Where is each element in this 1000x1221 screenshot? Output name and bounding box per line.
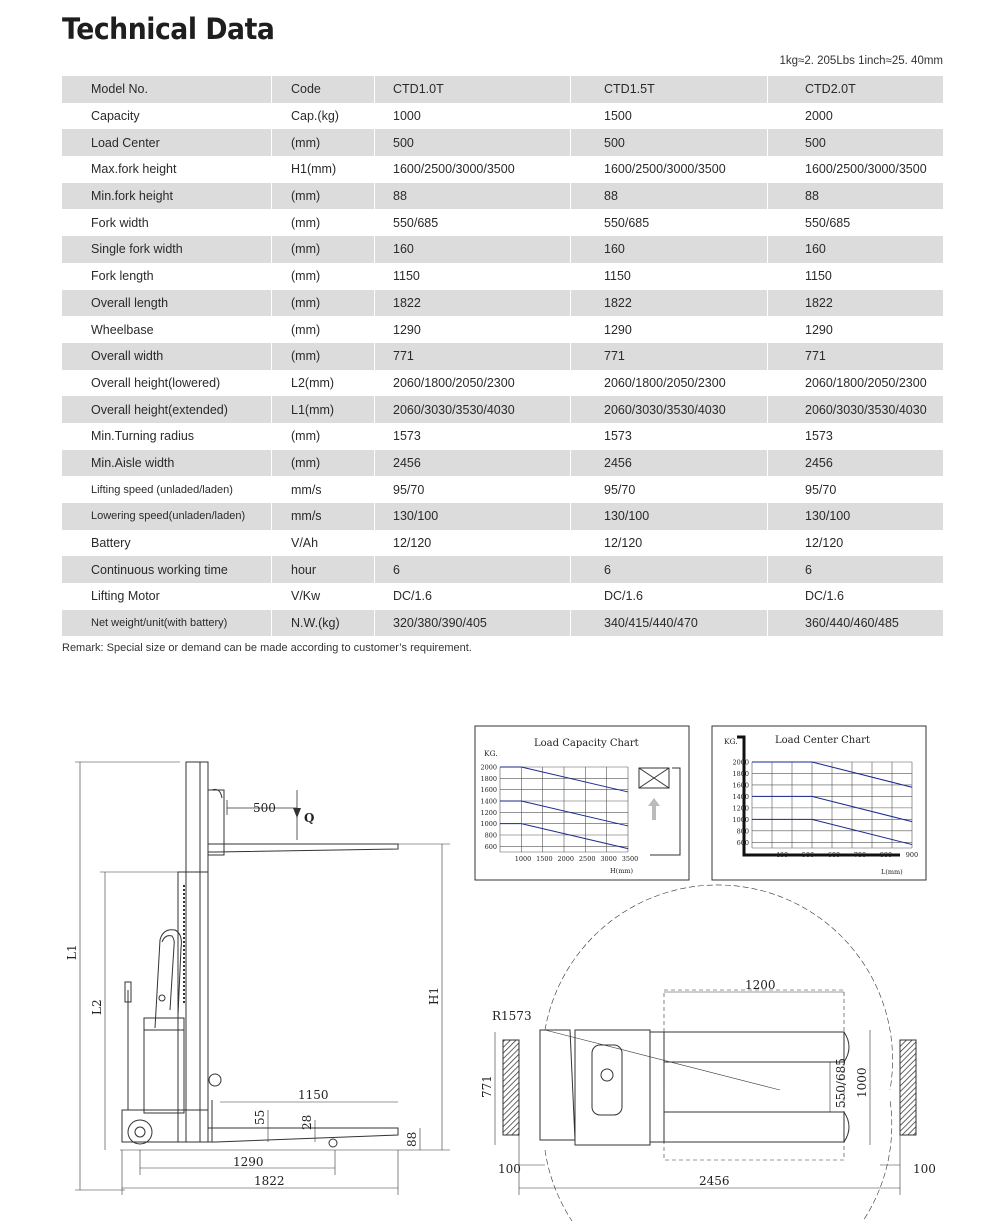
spec-row bbox=[62, 76, 943, 103]
x-tick-label: 500 bbox=[801, 851, 815, 859]
x-tick-label: 1000 bbox=[514, 855, 532, 863]
spec-row bbox=[62, 370, 943, 397]
spec-value: 160 bbox=[375, 236, 571, 263]
spec-value: 12/120 bbox=[805, 536, 844, 551]
spec-row bbox=[62, 103, 943, 130]
spec-value: 1822 bbox=[768, 290, 944, 317]
y-tick-label: 2000 bbox=[480, 763, 497, 772]
capacity-x-unit: H(mm) bbox=[610, 867, 634, 875]
spec-code: (mm) bbox=[272, 129, 375, 156]
spec-value: 360/440/460/485 bbox=[768, 610, 944, 637]
x-tick-label: 3000 bbox=[600, 855, 617, 863]
spec-row bbox=[62, 316, 943, 343]
spec-row bbox=[62, 503, 943, 530]
spec-value: 2000 bbox=[805, 109, 833, 124]
y-tick-label: 1800 bbox=[732, 769, 749, 778]
spec-label: Max.fork height bbox=[62, 156, 272, 183]
spec-value: DC/1.6 bbox=[571, 583, 768, 610]
spec-value: 771 bbox=[375, 343, 571, 370]
spec-code: (mm) bbox=[272, 316, 375, 343]
spec-value: 1600/2500/3000/3500 bbox=[571, 156, 768, 183]
spec-label: Lowering speed(unladen/laden) bbox=[62, 503, 272, 530]
spec-code: mm/s bbox=[272, 476, 375, 503]
spec-row bbox=[62, 476, 943, 503]
spec-label: Battery bbox=[62, 530, 272, 557]
spec-value: 2060/1800/2050/2300 bbox=[805, 375, 927, 390]
spec-label: Lifting speed (unladed/laden) bbox=[62, 476, 272, 503]
spec-value: 340/415/440/470 bbox=[571, 610, 768, 637]
spec-code: (mm) bbox=[272, 343, 375, 370]
spec-label: Min.Aisle width bbox=[62, 450, 272, 477]
spec-value: 12/120 bbox=[571, 530, 768, 557]
spec-value: 1573 bbox=[571, 423, 768, 450]
y-tick-label: 800 bbox=[736, 827, 749, 836]
spec-code: (mm) bbox=[272, 423, 375, 450]
spec-row bbox=[62, 343, 943, 370]
spec-code: (mm) bbox=[272, 209, 375, 236]
spec-row bbox=[62, 450, 943, 477]
dim-overall-length: 1822 bbox=[254, 1174, 285, 1188]
spec-value: 1150 bbox=[375, 263, 571, 290]
spec-value: 88 bbox=[768, 183, 944, 210]
y-tick-label: 1800 bbox=[480, 774, 497, 783]
spec-value: 1290 bbox=[375, 316, 571, 343]
dim-fork-length: 1150 bbox=[298, 1088, 329, 1102]
y-tick-label: 1600 bbox=[480, 786, 497, 795]
spec-value: 2060/3030/3530/4030 bbox=[571, 396, 768, 423]
dim-55: 55 bbox=[253, 1109, 267, 1125]
spec-value: 160 bbox=[768, 236, 944, 263]
x-tick-label: 900 bbox=[905, 851, 919, 859]
y-tick-label: 1000 bbox=[732, 815, 749, 824]
x-tick-label: 2000 bbox=[557, 855, 575, 863]
y-tick-label: 1400 bbox=[480, 797, 497, 806]
spec-value: 1573 bbox=[375, 423, 571, 450]
spec-row bbox=[62, 610, 943, 637]
dim-aisle-width: 2456 bbox=[699, 1174, 730, 1188]
spec-row bbox=[62, 263, 943, 290]
y-tick-label: 600 bbox=[484, 842, 497, 851]
spec-code: (mm) bbox=[272, 450, 375, 477]
spec-value: 2060/3030/3530/4030 bbox=[375, 396, 571, 423]
spec-code: V/Ah bbox=[272, 530, 375, 557]
center-y-unit: KG. bbox=[724, 737, 738, 746]
dim-wheelbase: 1290 bbox=[233, 1155, 264, 1169]
spec-label: Single fork width bbox=[62, 236, 272, 263]
spec-value: DC/1.6 bbox=[375, 583, 571, 610]
spec-value: CTD2.0T bbox=[768, 76, 944, 103]
spec-code: Code bbox=[272, 76, 375, 103]
spec-value: 95/70 bbox=[375, 476, 571, 503]
spec-value: 1573 bbox=[805, 429, 833, 444]
x-tick-label: 2500 bbox=[578, 855, 596, 863]
spec-value: 2456 bbox=[571, 450, 768, 477]
spec-value: 1150 bbox=[805, 269, 832, 284]
spec-value: 95/70 bbox=[805, 482, 837, 497]
spec-label: Min.Turning radius bbox=[62, 423, 272, 450]
spec-code: L1(mm) bbox=[272, 396, 375, 423]
spec-label: Fork width bbox=[62, 209, 272, 236]
dim-l1: L1 bbox=[65, 944, 79, 960]
dim-clearance-left: 100 bbox=[498, 1162, 521, 1176]
spec-code: (mm) bbox=[272, 183, 375, 210]
x-tick-label: 600 bbox=[827, 851, 841, 859]
x-tick-label: 800 bbox=[879, 851, 893, 859]
spec-value: 550/685 bbox=[571, 209, 768, 236]
spec-value: 550/685 bbox=[375, 209, 571, 236]
spec-label: Model No. bbox=[62, 76, 272, 103]
spec-code: L2(mm) bbox=[272, 370, 375, 397]
spec-value: 1822 bbox=[571, 290, 768, 317]
y-tick-label: 600 bbox=[736, 838, 749, 847]
spec-label: Wheelbase bbox=[62, 316, 272, 343]
unit-conversion-note: 1kg≈2. 205Lbs 1inch≈25. 40mm bbox=[779, 55, 943, 67]
spec-label: Net weight/unit(with battery) bbox=[62, 610, 272, 637]
top-view-drawing bbox=[495, 885, 916, 1221]
spec-row bbox=[62, 290, 943, 317]
spec-row bbox=[62, 396, 943, 423]
spec-label: Overall height(lowered) bbox=[62, 370, 272, 397]
spec-label: Load Center bbox=[62, 129, 272, 156]
spec-value: CTD1.5T bbox=[571, 76, 768, 103]
spec-row bbox=[62, 530, 943, 557]
load-symbol: Q bbox=[304, 811, 315, 825]
spec-row bbox=[62, 209, 943, 236]
y-tick-label: 2000 bbox=[732, 758, 749, 767]
spec-value: 550/685 bbox=[805, 215, 851, 230]
load-capacity-chart-title: Load Capacity Chart bbox=[534, 738, 639, 749]
spec-code: (mm) bbox=[272, 236, 375, 263]
capacity-y-unit: KG. bbox=[484, 749, 498, 758]
spec-table bbox=[62, 76, 943, 636]
x-tick-label: 1500 bbox=[536, 855, 553, 863]
dim-fork-width: 550/685 bbox=[834, 1058, 848, 1108]
spec-row bbox=[62, 156, 943, 183]
spec-label: Overall width bbox=[62, 343, 272, 370]
spec-code: mm/s bbox=[272, 503, 375, 530]
load-capacity-chart bbox=[475, 726, 689, 880]
y-tick-label: 1000 bbox=[480, 820, 497, 829]
dim-l2: L2 bbox=[90, 999, 104, 1015]
dim-28: 28 bbox=[300, 1114, 314, 1130]
spec-value: 1500 bbox=[571, 103, 768, 130]
side-view-drawing bbox=[75, 762, 450, 1195]
spec-value: 771 bbox=[571, 343, 768, 370]
spec-label: Overall length bbox=[62, 290, 272, 317]
spec-value: 130/100 bbox=[768, 503, 944, 530]
spec-value: 160 bbox=[571, 236, 768, 263]
dim-turning-radius: R1573 bbox=[492, 1009, 532, 1023]
technical-drawings bbox=[0, 700, 1000, 1221]
spec-code: H1(mm) bbox=[272, 156, 375, 183]
spec-value: 2456 bbox=[375, 450, 571, 477]
spec-value: 6 bbox=[375, 556, 571, 583]
dim-pallet: 1000 bbox=[855, 1067, 869, 1098]
spec-code: hour bbox=[272, 556, 375, 583]
spec-value: 1290 bbox=[805, 322, 833, 337]
spec-row bbox=[62, 236, 943, 263]
spec-row bbox=[62, 183, 943, 210]
spec-label: Fork length bbox=[62, 263, 272, 290]
spec-value: 1290 bbox=[571, 316, 768, 343]
y-tick-label: 1600 bbox=[732, 781, 749, 790]
spec-value: 1150 bbox=[571, 263, 768, 290]
spec-value: 500 bbox=[375, 129, 571, 156]
spec-value: CTD1.0T bbox=[375, 76, 571, 103]
spec-label: Capacity bbox=[62, 103, 272, 130]
spec-label: Continuous working time bbox=[62, 556, 272, 583]
x-tick-label: 3500 bbox=[621, 855, 639, 863]
spec-value: 2456 bbox=[768, 450, 944, 477]
load-center-dim: 500 bbox=[253, 801, 276, 815]
spec-code: Cap.(kg) bbox=[272, 103, 375, 130]
dim-clearance-right: 100 bbox=[913, 1162, 936, 1176]
center-x-unit: L(mm) bbox=[881, 868, 903, 876]
spec-value: 95/70 bbox=[571, 476, 768, 503]
spec-value: 12/120 bbox=[375, 530, 571, 557]
spec-value: 6 bbox=[768, 556, 944, 583]
spec-value: 2060/1800/2050/2300 bbox=[375, 370, 571, 397]
spec-label: Min.fork height bbox=[62, 183, 272, 210]
y-tick-label: 1200 bbox=[480, 808, 497, 817]
spec-value: 320/380/390/405 bbox=[375, 610, 571, 637]
spec-value: 1000 bbox=[375, 103, 571, 130]
spec-value: 88 bbox=[571, 183, 768, 210]
spec-row bbox=[62, 129, 943, 156]
spec-code: (mm) bbox=[272, 263, 375, 290]
spec-label: Overall height(extended) bbox=[62, 396, 272, 423]
load-center-chart bbox=[712, 726, 926, 880]
spec-value: 1600/2500/3000/3500 bbox=[805, 162, 927, 177]
spec-value: 500 bbox=[571, 129, 768, 156]
x-tick-label: 700 bbox=[853, 851, 867, 859]
spec-row bbox=[62, 423, 943, 450]
spec-value: 130/100 bbox=[375, 503, 571, 530]
spec-value: 88 bbox=[375, 183, 571, 210]
remark-note: Remark: Special size or demand can be made according to customer’s requirement. bbox=[62, 642, 472, 654]
spec-value: 130/100 bbox=[571, 503, 768, 530]
spec-label: Lifting Motor bbox=[62, 583, 272, 610]
dim-fork-span: 1200 bbox=[745, 978, 776, 992]
spec-code: V/Kw bbox=[272, 583, 375, 610]
y-tick-label: 800 bbox=[484, 831, 497, 840]
y-tick-label: 1200 bbox=[732, 804, 749, 813]
spec-value: 6 bbox=[571, 556, 768, 583]
dim-88: 88 bbox=[405, 1131, 419, 1147]
spec-value: 1600/2500/3000/3500 bbox=[375, 156, 571, 183]
dim-h1: H1 bbox=[427, 986, 441, 1005]
spec-value: 2060/3030/3530/4030 bbox=[768, 396, 944, 423]
dim-width: 771 bbox=[480, 1075, 494, 1098]
load-center-chart-title: Load Center Chart bbox=[775, 735, 870, 746]
spec-value: 771 bbox=[768, 343, 944, 370]
spec-value: 1822 bbox=[375, 290, 571, 317]
spec-row bbox=[62, 556, 943, 583]
spec-row bbox=[62, 583, 943, 610]
spec-value: 2060/1800/2050/2300 bbox=[571, 370, 768, 397]
y-tick-label: 1400 bbox=[732, 792, 749, 801]
page-title: Technical Data bbox=[62, 12, 275, 46]
spec-value: DC/1.6 bbox=[805, 589, 844, 604]
spec-code: (mm) bbox=[272, 290, 375, 317]
x-tick-label: 400 bbox=[775, 851, 789, 859]
spec-code: N.W.(kg) bbox=[272, 610, 375, 637]
spec-value: 500 bbox=[768, 129, 944, 156]
